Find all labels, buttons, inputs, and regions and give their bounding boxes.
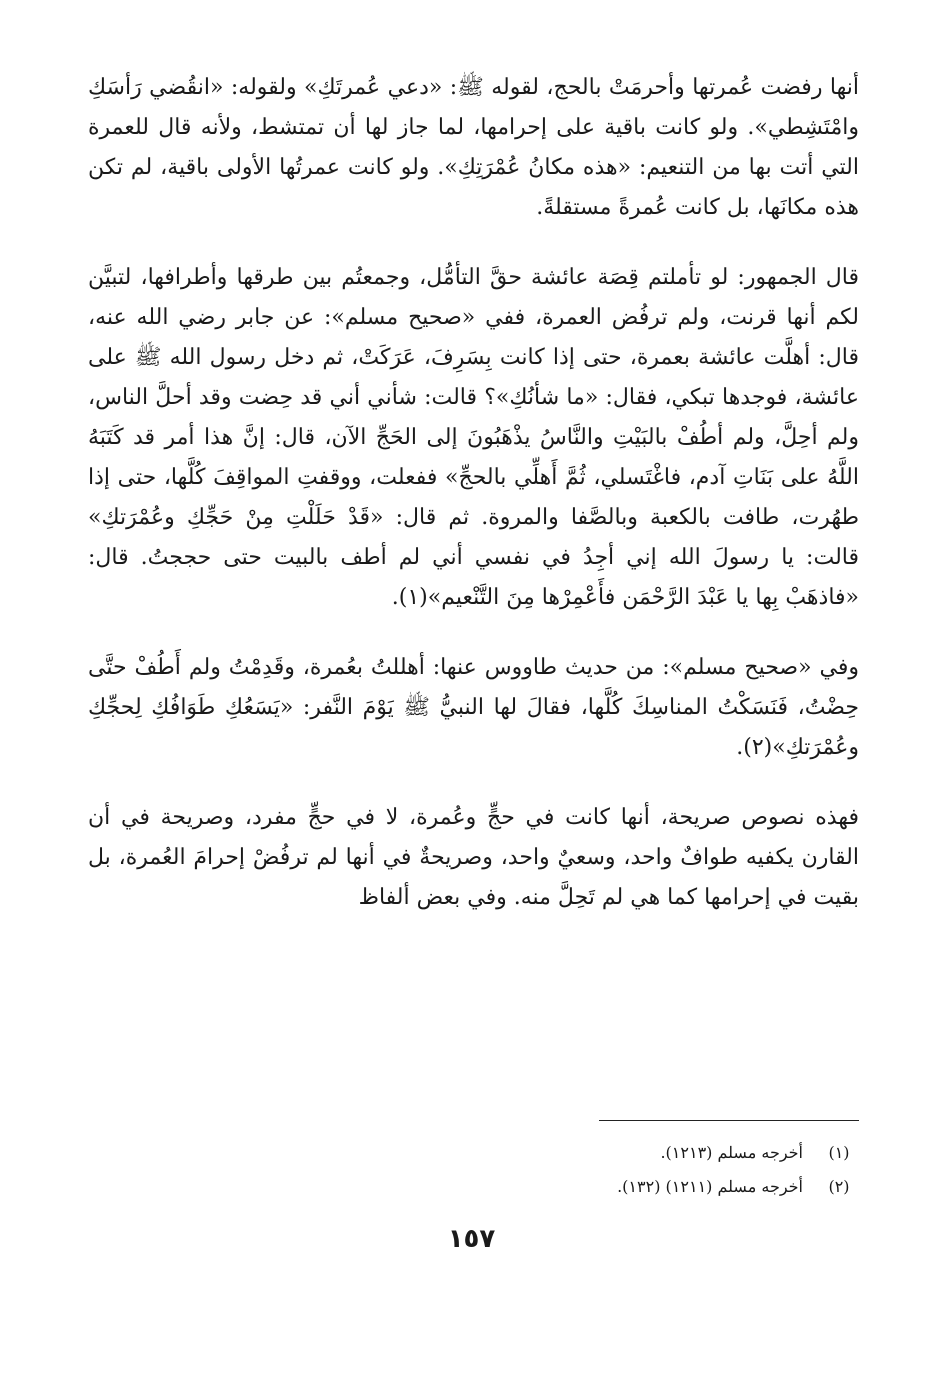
page-number: ١٥٧: [447, 1224, 496, 1254]
footnote-number: (٢): [828, 1177, 850, 1196]
footnote-2: [88, 1170, 859, 1204]
footnote-text: أخرجه مسلم (١٢١٣).: [660, 1143, 803, 1162]
paragraph-3: وفي «صحيح مسلم»: من حديث طاووس عنها: أهللتُ بعُمرة، وقَدِمْتُ ولم أَطُفْ حتَّى حِضْتُ، فَنَسَكْتُ المناسِكَ كُلَّها، فقالَ لها النبيُّ ﷺ يَوْمَ النَّفر: «يَسَعُكِ طَوَافُكِ لِحجِّكِ وعُمْرَتكِ»(٢).: [88, 655, 859, 760]
footnote-separator: [599, 1120, 859, 1121]
footnotes: [88, 1136, 859, 1204]
paragraph-2: قال الجمهور: لو تأملتم قِصَة عائشة حقَّ التأمُّل، وجمعتُم بين طرقها وأطرافها، لتبيَّن لكم أنها قرنت، ولم ترفُض العمرة، ففي «صحيح مسلم»: عن جابر رضي الله عنه، قال: أهلَّت عائشة بعمرة، حتى إذا كانت بِسَرِفَ، عَرَكَتْ، ثم دخل رسول الله ﷺ على عائشة، فوجدها تبكي، فقال: «ما شأنُكِ»؟ قالت: شأني أني قد حِضت وقد أحلَّ الناس، ولم أحِلَّ، ولم أطُفْ بالبَيْتِ والنَّاسُ يذْهَبُونَ إلى الحَجِّ الآن، قال: إنَّ هذا أمر قد كَتَبَهُ اللَّهُ على بَنَاتِ آدم، فاغْتَسلي، ثُمَّ أَهلِّي بالحجِّ» ففعلت، ووقفتِ المواقِفَ كُلَّها، حتى إذا طهُرت، طافت بالكعبة وبالصَّفا والمروة. ثم قال: «قَدْ حَلَلْتِ مِنْ حَجِّكِ وعُمْرَتكِ» قالت: يا رسولَ الله إني أجِدُ في نفسي أني لم أطف بالبيت حتى حججتُ. قال: «فاذهَبْ بِها يا عَبْدَ الرَّحْمَن فأَعْمِرْها مِنَ التَّنْعيم»(١).: [88, 265, 859, 610]
paragraph-4: فهذه نصوص صريحة، أنها كانت في حجٍّ وعُمرة، لا في حجٍّ مفرد، وصريحة في أن القارن يكفيه طوافٌ واحد، وسعيٌ واحد، وصريحةٌ في أنها لم ترفُضْ إحرامَ العُمرة، بل بقيت في إحرامها كما هي لم تَحِلَّ منه. وفي بعض ألفاظ: [88, 805, 859, 910]
paragraph-1: أنها رفضت عُمرتها وأحرمَتْ بالحج، لقوله ﷺ: «دعي عُمرتَكِ» ولقوله: «انقُضي رَأسَكِ وامْتَشِطي». ولو كانت باقية على إحرامها، لما جاز لها أن تمتشط، ولأنه قال للعمرة التي أتت بها من التنعيم: «هذه مكانُ عُمْرَتِكِ». ولو كانت عمرتُها الأولى باقية، لم تكن هذه مكانَها، بل كانت عُمرةً مستقلةً.: [88, 75, 859, 220]
footnote-1: [88, 1136, 859, 1170]
footnote-number: (١): [828, 1143, 850, 1162]
footnote-text: أخرجه مسلم (١٢١١) (١٣٢).: [617, 1177, 803, 1196]
